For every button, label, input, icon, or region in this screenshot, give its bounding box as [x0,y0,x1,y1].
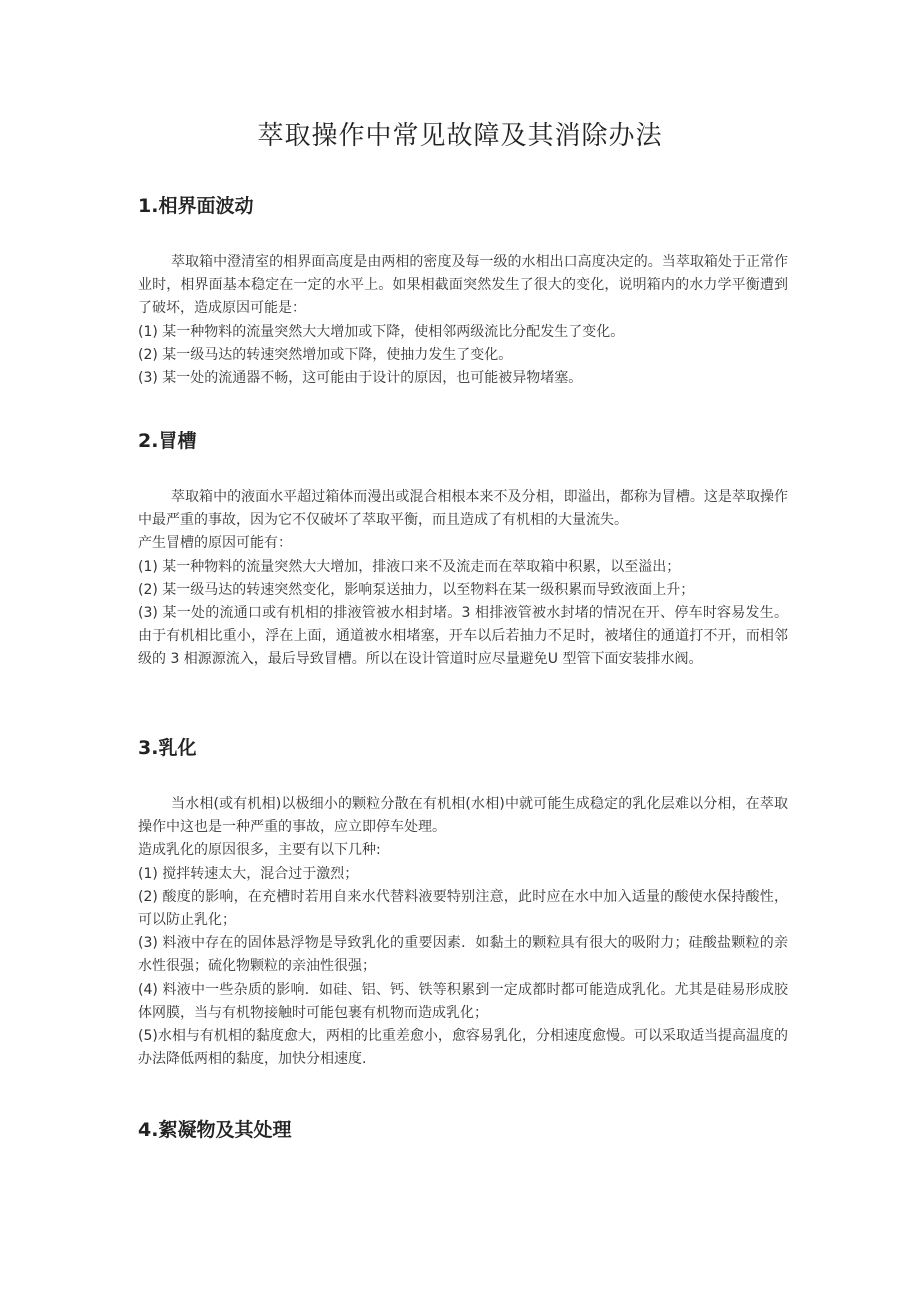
list-item: (2) 某一级马达的转速突然变化，影响泵送抽力，以至物料在某一级积累而导致液面上升； [138,581,695,598]
list-item: (1) 搅拌转速太大，混合过于激烈； [138,865,359,882]
list-item: (1) 某一种物料的流量突然大大增加，排液口来不及流走而在萃取箱中积累，以至溢出； [138,558,681,575]
section-overflow [138,427,788,672]
section-heading: 3.乳化 [138,737,197,759]
section-heading: 2.冒槽 [138,430,197,452]
list-item: (4) 料液中一些杂质的影响．如硅、铝、钙、铁等积累到一定成都时都可能造成乳化。尤其是硅易形成胶体网膜，当与有机物接触时可能包裹有机物而造成乳化； [138,981,788,1021]
section-intro: 萃取箱中的液面水平超过箱体而漫出或混合相根本来不及分相，即溢出，都称为冒槽。这是萃取操作中最严重的事故，因为它不仅破坏了萃取平衡，而且造成了有机相的大量流失。 [138,489,788,529]
list-item: (2) 酸度的影响，在充槽时若用自来水代替料液要特别注意，此时应在水中加入适量的酸使水保持酸性，可以防止乳化； [138,888,788,929]
list-item: (3) 某一处的流通器不畅，这可能由于设计的原因，也可能被异物堵塞。 [138,370,583,387]
section-lead: 造成乳化的原因很多，主要有以下几种: [138,842,381,859]
section-intro: 当水相(或有机相)以极细小的颗粒分散在有机相(水相)中就可能生成稳定的乳化层难以分相，在萃取操作中这也是一种严重的事故，应立即停车处理。 [138,796,788,836]
list-item: (2) 某一级马达的转速突然增加或下降，使抽力发生了变化。 [138,346,513,363]
section-phase-interface [138,192,788,390]
section-emulsification [138,734,788,1071]
section-lead: 产生冒槽的原因可能有： [138,535,292,552]
section-heading: 4.絮凝物及其处理 [138,1119,292,1141]
section-heading: 1.相界面波动 [138,195,254,217]
section-flocculent [138,1116,788,1144]
list-item: (3) 料液中存在的固体悬浮物是导致乳化的重要因素．如黏土的颗粒具有很大的吸附力；硅酸盐颗粒的亲水性很强；硫化物颗粒的亲油性很强； [138,935,788,975]
list-item: (1) 某一种物料的流量突然大大增加或下降，使相邻两级流比分配发生了变化。 [138,323,625,340]
list-item: (3) 某一处的流通口或有机相的排液管被水相封堵。3 相排液管被水封堵的情况在开、停车时容易发生。由于有机相比重小，浮在上面，通道被水相堵塞，开车以后若抽力不足时，被堵住的通道打不开，而相邻级的 3 相源源流入，最后导致冒槽。所以在设计管道时应尽量避免U 型管下面安装排水阀。 [138,605,788,668]
list-item: (5)水相与有机相的黏度愈大，两相的比重差愈小，愈容易乳化，分相速度愈慢。可以采取适当提高温度的办法降低两相的黏度，加快分相速度. [138,1028,788,1068]
section-intro: 萃取箱中澄清室的相界面高度是由两相的密度及每一级的水相出口高度决定的。当萃取箱处于正常作业时，相界面基本稳定在一定的水平上。如果相截面突然发生了很大的变化，说明箱内的水力学平衡遭到了破坏，造成原因可能是： [138,254,788,317]
document-title: 萃取操作中常见故障及其消除办法 [257,121,663,151]
